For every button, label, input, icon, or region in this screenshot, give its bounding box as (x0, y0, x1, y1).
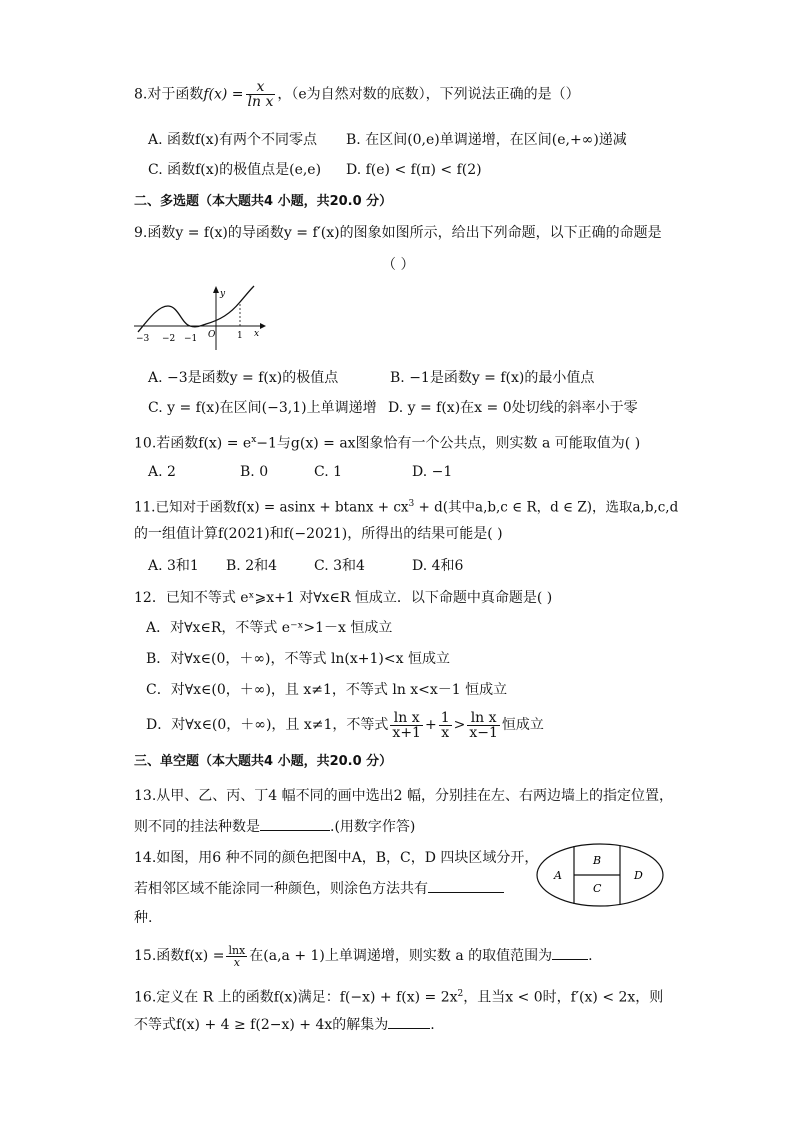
q12-option-d (146, 708, 544, 742)
q13-answer-blank[interactable] (260, 816, 330, 831)
derivative-curve (138, 286, 254, 332)
q10-option-c: C. 1 (314, 464, 343, 480)
q8-frac-den: ln x (247, 94, 274, 110)
q10-stem-a: 10.若函数f(x) = e (134, 435, 252, 452)
q8-option-d: D. f(e) < f(π) < f(2) (346, 162, 482, 178)
q11-stem-a: 11.已知对于函数f(x) = asinx + btanx + cx (134, 499, 409, 516)
origin-label: O (208, 330, 216, 340)
tick-label: −2 (162, 334, 176, 344)
q9-derivative-graph (130, 284, 270, 354)
q16-stem-d: . (430, 1017, 435, 1033)
q14-stem-line2 (134, 878, 504, 899)
q11-option-d: D. 4和6 (412, 558, 464, 574)
q11-stem-line1 (134, 494, 678, 518)
q14-stem-line1: 14.如图，用6 种不同的颜色把图中A，B，C，D 四块区域分开， (134, 850, 539, 866)
q15-answer-blank[interactable] (552, 945, 588, 960)
q11-option-c: C. 3和4 (314, 558, 365, 574)
frac-den: x (441, 724, 450, 741)
q13-stem-a: 则不同的挂法种数是 (134, 819, 260, 835)
q15-stem (134, 942, 593, 970)
y-label: y (220, 289, 226, 299)
q12-d-frac3 (467, 711, 500, 740)
q10-option-d: D. −1 (412, 464, 453, 480)
q8-option-a: A. 函数f(x)有两个不同零点 (148, 132, 318, 148)
q12-d-post: 恒成立 (501, 717, 544, 733)
frac-num: ln x (467, 711, 500, 726)
q8-option-c: C. 函数f(x)的极值点是(e,e) (148, 162, 322, 178)
q16-stem-b: ，且当x < 0时，f′(x) < 2x，则 (463, 989, 664, 1006)
q10-sup: x (251, 435, 257, 445)
q9-option-d: D. y = f(x)在x = 0处切线的斜率小于零 (388, 400, 638, 416)
q15-stem-b: 在(a,a + 1)上单调递增，则实数 a 的取值范围为 (249, 948, 553, 964)
q12-option-b: B．对∀x∈(0，＋∞)，不等式 ln(x+1)<x 恒成立 (146, 651, 450, 667)
q11-stem-line2: 的一组值计算f(2021)和f(−2021)，所得出的结果可能是( ) (134, 526, 503, 542)
q8-option-b: B. 在区间(0,e)单调递增，在区间(e,+∞)递减 (346, 132, 627, 148)
q13-stem-line1: 13.从甲、乙、丙、丁4 幅不同的画中选出2 幅，分别挂在左、右两边墙上的指定位置， (134, 788, 673, 804)
q8-fraction (246, 80, 276, 109)
q12-d-frac2 (439, 711, 452, 740)
q10-option-a: A. 2 (148, 464, 176, 480)
q11-stem-b: + d(其中a,b,c ∈ R，d ∈ Z)，选取a,b,c,d (414, 499, 679, 516)
q14-stem-a: 若相邻区域不能涂同一种颜色，则涂色方法共有 (134, 881, 428, 897)
q9-option-b: B. −1是函数y = f(x)的最小值点 (390, 370, 595, 386)
q9-stem: 9.函数y = f(x)的导函数y = f′(x)的图象如图所示，给出下列命题，以下正确的命题是 (134, 225, 662, 241)
y-axis-arrow (213, 286, 219, 293)
q8-prefix: 8.对于函数 (134, 86, 204, 103)
q12-stem: 12．已知不等式 eˣ⩾x+1 对∀x∈R 恒成立．以下命题中真命题是( ) (134, 590, 553, 606)
region-label-c: C (593, 882, 602, 895)
frac-den: x+1 (392, 724, 421, 741)
section-multiple-choice-heading: 二、多选题（本大题共4 小题，共20.0 分） (134, 194, 393, 209)
q12-option-c: C．对∀x∈(0，＋∞)，且 x≠1，不等式 ln x<x－1 恒成立 (146, 682, 508, 698)
q8-note: ，（e为自然对数的底数），下列说法正确的是（） (277, 86, 580, 103)
q12-option-a: A．对∀x∈R，不等式 e⁻ˣ>1－x 恒成立 (146, 620, 393, 636)
q8-frac-num: x (246, 80, 276, 95)
q8-fx: f(x) = (203, 86, 244, 103)
q16-answer-blank[interactable] (388, 1014, 430, 1029)
frac-num: ln x (390, 711, 423, 726)
x-axis-arrow (260, 323, 266, 329)
region-label-b: B (593, 854, 602, 867)
q12-d-gt: > (453, 717, 466, 733)
tick-label: 1 (237, 331, 243, 341)
region-label-d: D (634, 869, 643, 882)
q16-stem-line1 (134, 984, 663, 1008)
q15-stem-c: . (588, 948, 593, 964)
q14-answer-blank[interactable] (428, 878, 504, 893)
q12-d-pre: D．对∀x∈(0，＋∞)，且 x≠1，不等式 (146, 717, 389, 733)
q16-sup: 2 (457, 989, 464, 999)
q9-paren: （ ） (382, 257, 415, 273)
q15-stem-a: 15.函数f(x) = (134, 948, 225, 964)
q16-stem-c: 不等式f(x) + 4 ≥ f(2−x) + 4x的解集为 (134, 1017, 389, 1033)
q14-region-diagram (534, 842, 666, 908)
q12-d-frac1 (390, 711, 423, 740)
tick-label: −1 (184, 334, 198, 344)
q15-fraction (226, 945, 247, 968)
q10-stem (134, 430, 640, 454)
q11-option-a: A. 3和1 (148, 558, 199, 574)
q10-stem-b: −1与g(x) = ax图象恰有一个公共点，则实数 a 可能取值为( ) (256, 435, 641, 452)
q9-option-c: C. y = f(x)在区间(−3,1)上单调递增 (148, 400, 377, 416)
tick-label: −3 (136, 334, 150, 344)
q8-stem (134, 80, 580, 109)
frac-den: x (233, 955, 240, 969)
q13-stem-b: .(用数字作答) (330, 819, 416, 835)
q12-d-plus: + (424, 717, 437, 733)
x-label: x (254, 329, 260, 339)
q11-sup: 3 (408, 499, 415, 509)
region-label-a: A (554, 869, 562, 882)
section-fill-blank-heading: 三、单空题（本大题共4 小题，共20.0 分） (134, 754, 393, 769)
q14-stem-line3: 种. (134, 910, 153, 926)
q16-stem-a: 16.定义在 R 上的函数f(x)满足：f(−x) + f(x) = 2x (134, 989, 458, 1006)
q11-option-b: B. 2和4 (226, 558, 278, 574)
q16-stem-line2 (134, 1014, 435, 1035)
q9-option-a: A. −3是函数y = f(x)的极值点 (148, 370, 339, 386)
frac-den: x−1 (469, 724, 498, 741)
frac-num: 1 (440, 709, 450, 726)
frac-num: lnx (228, 943, 246, 957)
q13-stem-line2 (134, 816, 415, 837)
q10-option-b: B. 0 (240, 464, 269, 480)
